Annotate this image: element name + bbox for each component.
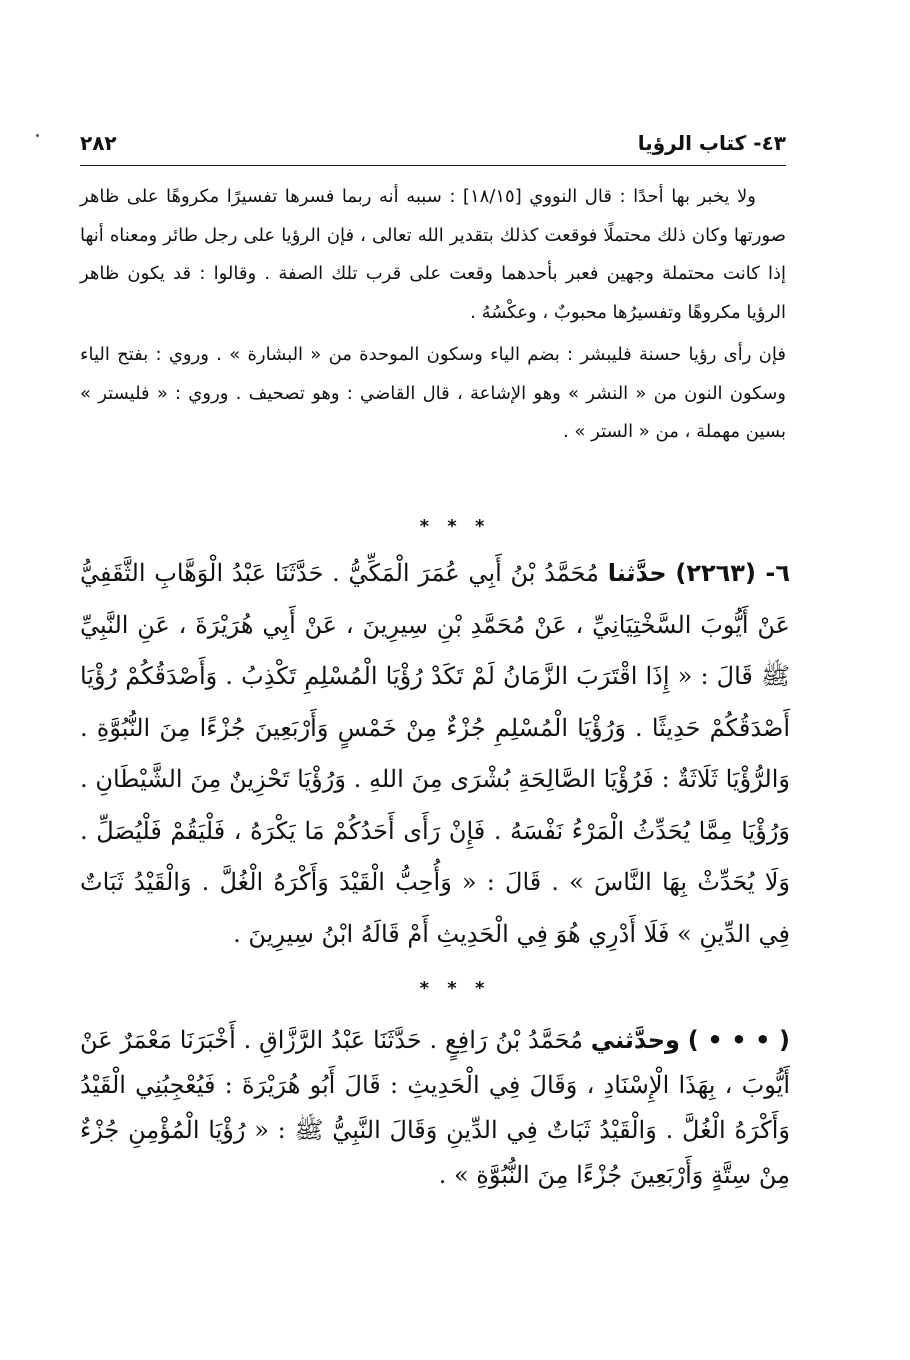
hadith-number: ٦- (٢٢٦٣) bbox=[675, 559, 790, 587]
chain-number: ( • • • ) bbox=[687, 1026, 790, 1054]
hadith-text: مُحَمَّدُ بْنُ أَبِي عُمَرَ الْمَكِّيُّ . حَدَّثَنَا عَبْدُ الْوَهَّابِ الثَّقَفِيُّ عَنْ أَيُّوبَ السَّخْتِيَانِيِّ ، عَنْ مُحَمَّدِ بْنِ سِيرِينَ ، عَنْ أَبِي هُرَيْرَةَ ، عَنِ النَّبِيِّ ﷺ قَالَ : « إِذَا اقْتَرَبَ الزَّمَانُ لَمْ تَكَدْ رُؤْيَا الْمُسْلِمِ تَكْذِبُ . وَأَصْدَقُكُمْ رُؤْيَا أَصْدَقُكُمْ حَدِيثًا . وَرُؤْيَا الْمُسْلِمِ جُزْءٌ مِنْ خَمْسٍ وَأَرْبَعِينَ جُزْءًا مِنَ النُّبُوَّةِ . وَالرُّؤْيَا ثَلَاثَةٌ : فَرُؤْيَا الصَّالِحَةِ بُشْرَى مِنَ اللهِ . وَرُؤْيَا تَحْزِينٌ مِنَ الشَّيْطَانِ . وَرُؤْيَا مِمَّا يُحَدِّثُ الْمَرْءُ نَفْسَهُ . فَإِنْ رَأَى أَحَدُكُمْ مَا يَكْرَهُ ، فَلْيَقُمْ فَلْيُصَلِّ . وَلَا يُحَدِّثْ بِهَا النَّاسَ » . قَالَ : « وَأُحِبُّ الْقَيْدَ وَأَكْرَهُ الْغُلَّ . وَالْقَيْدُ ثَبَاتٌ فِي الدِّينِ » فَلَا أَدْرِي هُوَ فِي الْحَدِيثِ أَمْ قَالَهُ ابْنُ سِيرِينَ . bbox=[80, 559, 791, 948]
section-separator-1: * * * bbox=[419, 516, 491, 537]
hadith-lead-word: حدَّثنا bbox=[607, 559, 667, 587]
margin-speck bbox=[36, 134, 39, 137]
commentary-paragraph-1: ولا يخبر بها أحدًا : قال النووي [١٨/١٥] : سببه أنه ربما فسرها تفسيرًا مكروهًا على ظاهر صورتها وكان ذلك محتملًا فوقعت كذلك بتقدير الله تعالى ، فإن الرؤيا على رجل طائر ومعناه أنها إذا كانت محتملة وجهين فعبر بأحدهما وقعت على قرب تلك الصفة . وقالوا : قد يكون ظاهر الرؤيا مكروهًا وتفسيرُها محبوبٌ ، وعكْسُهُ . bbox=[80, 186, 786, 323]
chain-text: مُحَمَّدُ بْنُ رَافِعٍ . حَدَّثَنَا عَبْدُ الرَّزَّاقِ . أَخْبَرَنَا مَعْمَرٌ عَنْ أَيُّوبَ ، بِهَذَا الْإِسْنَادِ ، وَقَالَ فِي الْحَدِيثِ : قَالَ أَبُو هُرَيْرَةَ : فَيُعْجِبُنِي الْقَيْدُ وَأَكْرَهُ الْغُلَّ . وَالْقَيْدُ ثَبَاتٌ فِي الدِّينِ وَقَالَ النَّبِيُّ ﷺ : « رُؤْيَا الْمُؤْمِنِ جُزْءٌ مِنْ سِتَّةٍ وَأَرْبَعِينَ جُزْءًا مِنَ النُّبُوَّةِ » . bbox=[80, 1026, 790, 1189]
section-separator-2: * * * bbox=[419, 978, 491, 999]
commentary-block bbox=[80, 178, 786, 452]
chain-lead-word: وحدَّثني bbox=[590, 1026, 680, 1054]
page-number: ٢٨٢ bbox=[80, 131, 117, 155]
page-header bbox=[80, 128, 786, 158]
chapter-title: ٤٣- كتاب الرؤيا bbox=[637, 131, 786, 155]
commentary-paragraph-2: فإن رأى رؤيا حسنة فليبشر : بضم الياء وسكون الموحدة من « البشارة » . وروي : بفتح الياء وسكون النون من « النشر » وهو الإشاعة ، قال القاضي : وهو تصحيف . وروي : « فليستر » بسين مهملة ، من « الستر » . bbox=[80, 344, 786, 442]
chain-block bbox=[80, 1018, 790, 1198]
header-rule bbox=[80, 165, 786, 166]
hadith-block bbox=[80, 548, 790, 960]
